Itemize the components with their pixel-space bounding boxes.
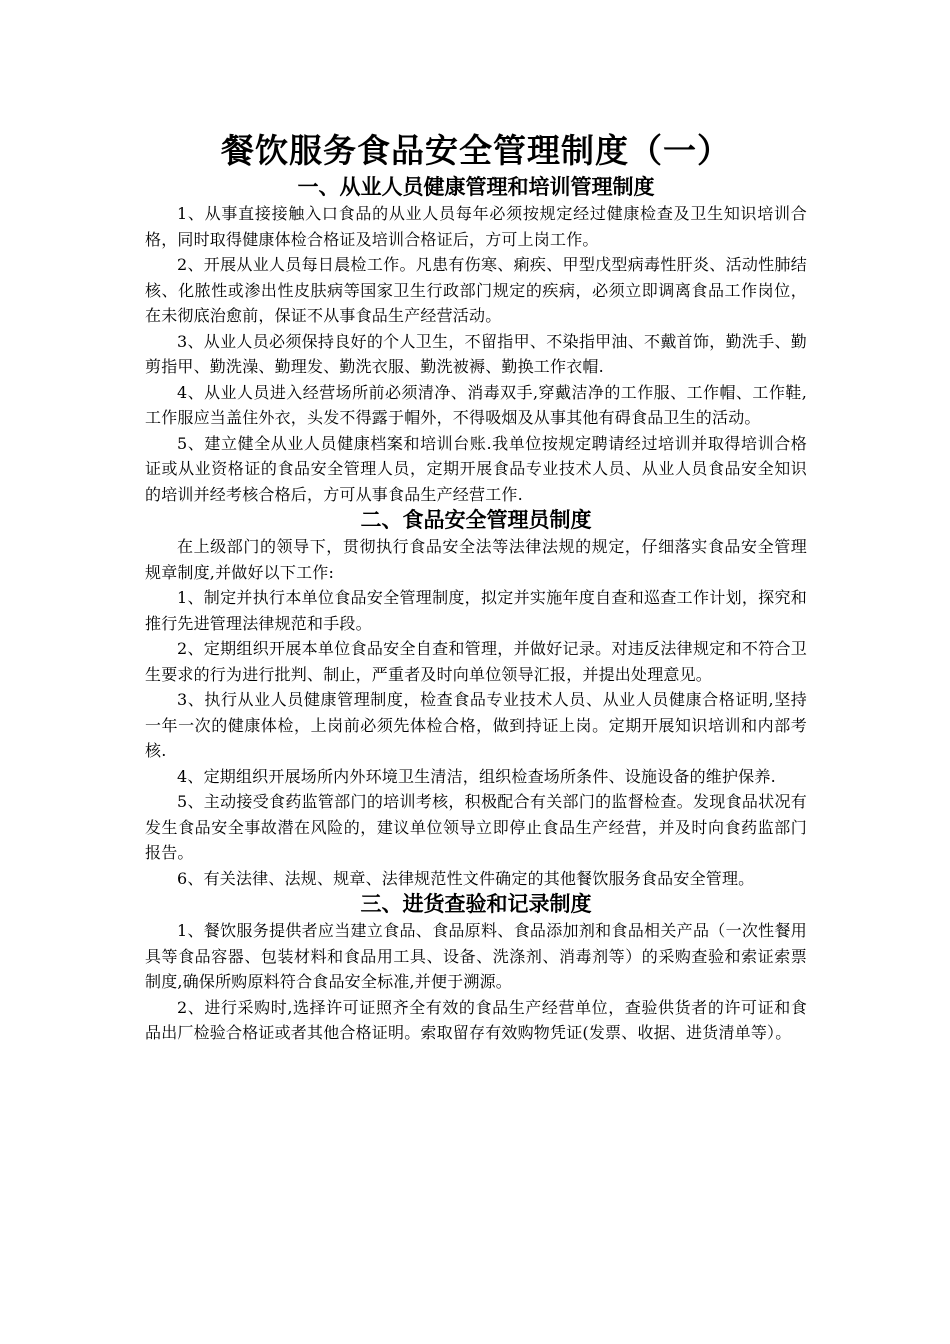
- paragraph: 4、定期组织开展场所内外环境卫生清洁，组织检查场所条件、设施设备的维护保养.: [177, 766, 776, 786]
- paragraph: 在上级部门的领导下，贯彻执行食品安全法等法律法规的规定，仔细落实食品安全管理规章制度,并做好以下工作:: [145, 537, 807, 582]
- section-3: [145, 891, 807, 1046]
- section-1: [145, 174, 807, 507]
- paragraph: 5、建立健全从业人员健康档案和培训台账.我单位按规定聘请经过培训并取得培训合格证或从业资格证的食品安全管理人员，定期开展食品专业技术人员、从业人员食品安全知识的培训并经考核合格后，方可从事食品生产经营工作.: [145, 433, 807, 504]
- paragraph: 2、定期组织开展本单位食品安全自查和管理，并做好记录。对违反法律规定和不符合卫生要求的行为进行批判、制止，严重者及时向单位领导汇报，并提出处理意见。: [145, 639, 807, 684]
- section-heading: 三、进货查验和记录制度: [360, 892, 592, 916]
- section-2: [145, 507, 807, 891]
- paragraph: 4、从业人员进入经营场所前必须清净、消毒双手,穿戴洁净的工作服、工作帽、工作鞋,工作服应当盖住外衣，头发不得露于帽外，不得吸烟及从事其他有碍食品卫生的活动。: [145, 382, 807, 427]
- section-heading: 二、食品安全管理员制度: [360, 508, 592, 532]
- paragraph: 6、有关法律、法规、规章、法律规范性文件确定的其他餐饮服务食品安全管理。: [177, 868, 755, 888]
- section-heading: 一、从业人员健康管理和培训管理制度: [297, 175, 655, 199]
- paragraph: 1、从事直接接触入口食品的从业人员每年必须按规定经过健康检查及卫生知识培训合格，同时取得健康体检合格证及培训合格证后，方可上岗工作。: [145, 204, 807, 249]
- paragraph: 3、执行从业人员健康管理制度，检查食品专业技术人员、从业人员健康合格证明,坚持一年一次的健康体检，上岗前必须先体检合格，做到持证上岗。定期开展知识培训和内部考核.: [145, 690, 807, 760]
- paragraph: 1、制定并执行本单位食品安全管理制度，拟定并实施年度自查和巡查工作计划，探究和推行先进管理法律规范和手段。: [145, 588, 807, 633]
- paragraph: 1、餐饮服务提供者应当建立食品、食品原料、食品添加剂和食品相关产品（一次性餐用具等食品容器、包装材料和食品用工具、设备、洗涤剂、消毒剂等）的采购查验和索证索票制度,确保所购原料符合食品安全标准,并便于溯源。: [145, 921, 807, 991]
- paragraph: 5、主动接受食药监管部门的培训考核，积极配合有关部门的监督检查。发现食品状况有发生食品安全事故潜在风险的，建议单位领导立即停止食品生产经营，并及时向食药监部门报告。: [145, 792, 807, 862]
- paragraph: 3、从业人员必须保持良好的个人卫生，不留指甲、不染指甲油、不戴首饰，勤洗手、勤剪指甲、勤洗澡、勤理发、勤洗衣服、勤洗被褥、勤换工作衣帽.: [145, 331, 807, 376]
- paragraph: 2、开展从业人员每日晨检工作。凡患有伤寒、痢疾、甲型戊型病毒性肝炎、活动性肺结核、化脓性或渗出性皮肤病等国家卫生行政部门规定的疾病，必须立即调离食品工作岗位，在未彻底治愈前，保证不从事食品生产经营活动。: [145, 255, 807, 325]
- document-title: 餐饮服务食品安全管理制度（一）: [221, 131, 731, 170]
- document-body: [145, 128, 807, 1046]
- paragraph: 2、进行采购时,选择许可证照齐全有效的食品生产经营单位，查验供货者的许可证和食品出厂检验合格证或者其他合格证明。索取留存有效购物凭证(发票、收据、进货清单等）。: [145, 997, 807, 1042]
